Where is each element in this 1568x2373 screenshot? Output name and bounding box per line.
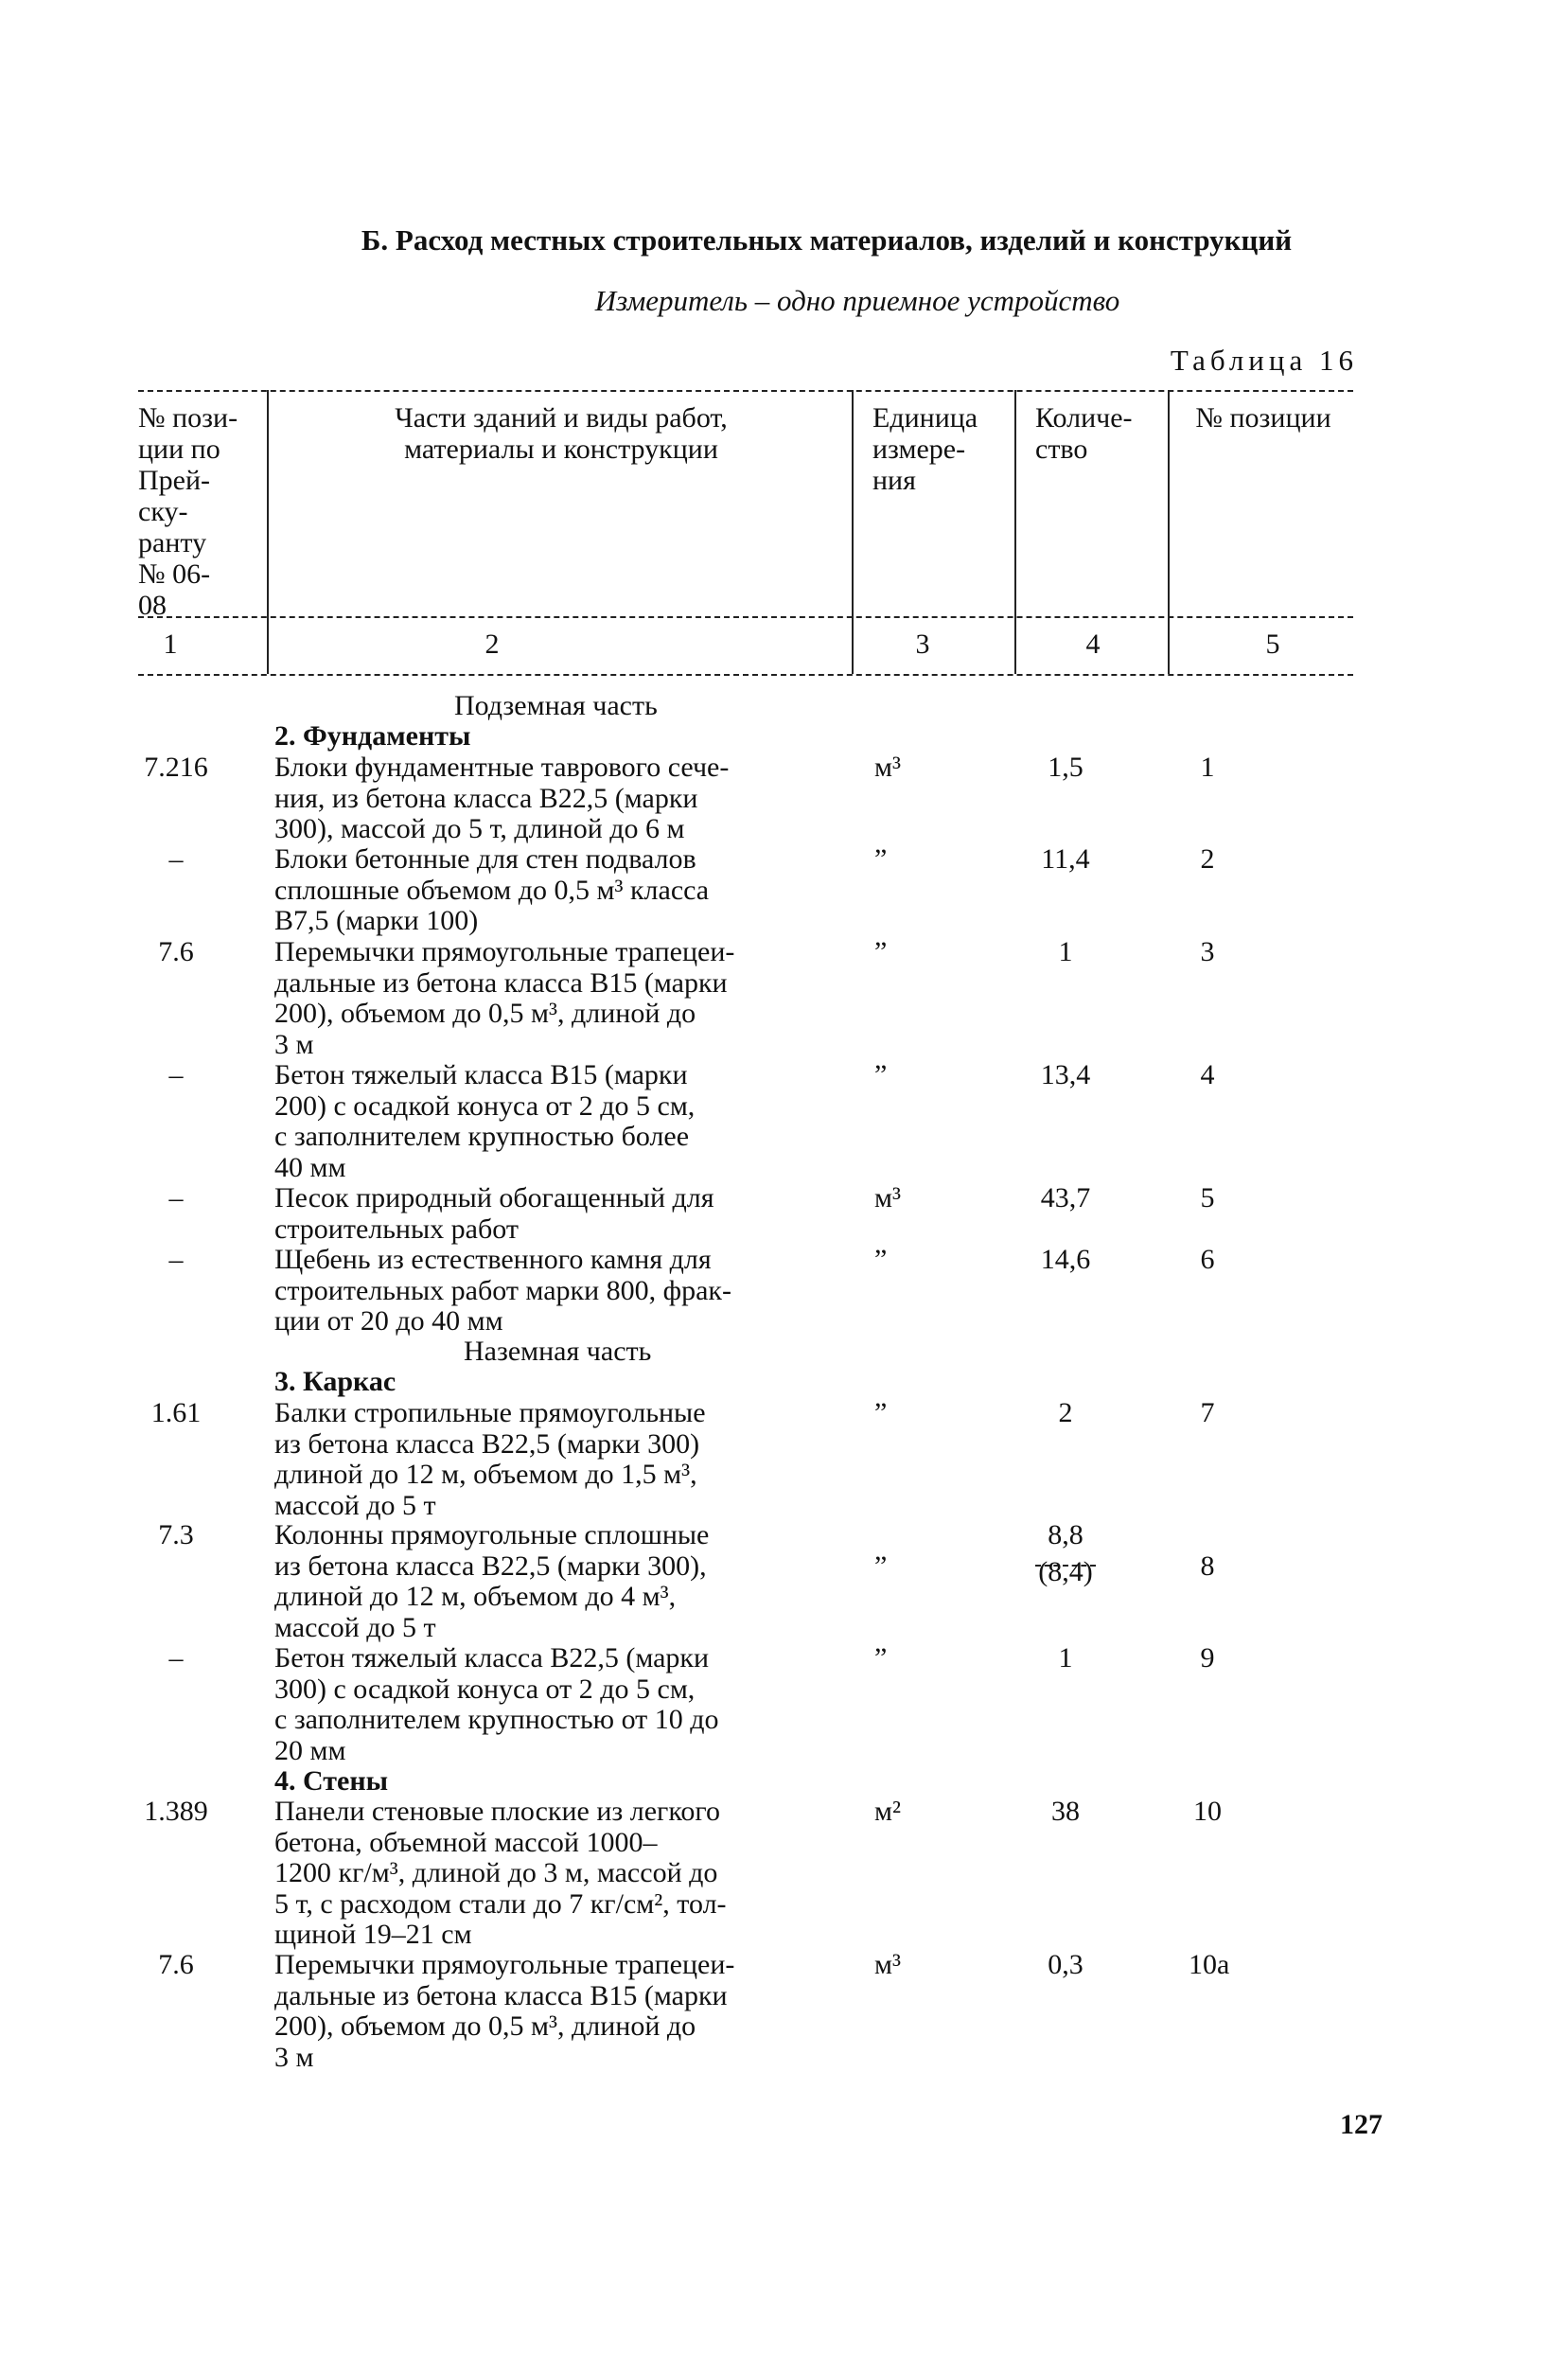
row-description: Щебень из естественного камня для строительных работ марки 800, фрак- ции от 20 до 40 мм — [274, 1244, 731, 1337]
header-position-number: № позиции — [1195, 402, 1331, 434]
header-unit: Единица измере- ния — [872, 402, 978, 496]
row-quantity: 14,6 — [1040, 1244, 1091, 1275]
section-underground: Подземная часть — [454, 690, 658, 721]
row-quantity: 43,7 — [1040, 1182, 1091, 1213]
header-description: Части зданий и виды работ, материалы и конструкции — [395, 402, 728, 465]
row-code: 7.3 — [158, 1519, 194, 1550]
row-code: – — [168, 1244, 184, 1275]
row-quantity: 1 — [1058, 1642, 1073, 1673]
row-code: 1.61 — [150, 1397, 202, 1428]
row-code: – — [168, 1059, 184, 1090]
row-position: 10а — [1189, 1949, 1230, 1980]
row-quantity: 0,3 — [1048, 1949, 1084, 1980]
row-position: 7 — [1200, 1397, 1215, 1428]
quantity-numerator: 8,8 — [1048, 1519, 1084, 1550]
row-description: Блоки фундаментные таврового сече- ния, из бетона класса В22,5 (марки 300), массой до 5 т, длиной до 6 м — [274, 752, 730, 844]
row-position: 10 — [1193, 1796, 1222, 1827]
column-divider-1 — [267, 390, 269, 674]
row-description: Песок природный обогащенный для строительных работ — [274, 1182, 714, 1245]
row-quantity: 38 — [1051, 1796, 1080, 1827]
row-position: 3 — [1200, 936, 1215, 967]
row-description: Перемычки прямоугольные трапецеи- дальные из бетона класса В15 (марки 200), объемом до 0,5 м³, длиной до 3 м — [274, 936, 735, 1060]
row-unit: ” — [874, 1550, 888, 1582]
row-unit: ” — [874, 843, 888, 875]
row-unit: ” — [874, 936, 888, 967]
page-subtitle: Измеритель – одно приемное устройство — [594, 284, 1120, 317]
column-number-3: 3 — [915, 629, 930, 660]
row-description: Колонны прямоугольные сплошные из бетона класса В22,5 (марки 300), длиной до 12 м, объемом до 4 м³, массой до 5 т — [274, 1519, 710, 1643]
header-bottom-rule — [138, 616, 1353, 618]
row-position: 5 — [1200, 1182, 1215, 1213]
page-title: Б. Расход местных строительных материалов, изделий и конструкций — [361, 223, 1293, 257]
row-unit: м³ — [874, 752, 901, 783]
section-aboveground: Наземная часть — [464, 1336, 652, 1367]
row-code: – — [168, 1182, 184, 1213]
row-description: Перемычки прямоугольные трапецеи- дальные из бетона класса В15 (марки 200), объемом до 0,5 м³, длиной до 3 м — [274, 1949, 735, 2073]
row-quantity: 11,4 — [1041, 843, 1090, 875]
column-number-2: 2 — [484, 629, 500, 660]
row-quantity: 2 — [1058, 1397, 1073, 1428]
column-number-rule — [138, 674, 1353, 676]
column-divider-3 — [1014, 390, 1016, 674]
section-walls: 4. Стены — [274, 1765, 389, 1797]
column-divider-2 — [852, 390, 854, 674]
row-unit: ” — [874, 1397, 888, 1428]
row-position: 1 — [1200, 752, 1215, 783]
row-position: 4 — [1200, 1059, 1215, 1090]
row-code: 7.6 — [158, 1949, 194, 1980]
row-description: Бетон тяжелый класса В22,5 (марки 300) с осадкой конуса от 2 до 5 см, с заполнителем крупностью от 10 до 20 мм — [274, 1642, 719, 1766]
row-quantity: 1,5 — [1048, 752, 1084, 783]
row-description: Бетон тяжелый класса В15 (марки 200) с осадкой конуса от 2 до 5 см, с заполнителем крупностью более 40 мм — [274, 1059, 696, 1183]
column-number-5: 5 — [1265, 629, 1280, 660]
row-code: 7.6 — [158, 936, 194, 967]
row-unit: ” — [874, 1059, 888, 1090]
row-code: – — [168, 1642, 184, 1673]
row-unit: ” — [874, 1244, 888, 1275]
row-position: 2 — [1200, 843, 1215, 875]
column-number-4: 4 — [1085, 629, 1101, 660]
table-top-rule — [138, 390, 1353, 392]
row-position: 6 — [1200, 1244, 1215, 1275]
header-quantity: Количе- ство — [1035, 402, 1133, 465]
column-number-1: 1 — [163, 629, 178, 660]
page-number: 127 — [1340, 2109, 1383, 2140]
row-unit: м³ — [874, 1182, 901, 1213]
row-code: 7.216 — [144, 752, 208, 783]
row-unit: м² — [874, 1796, 901, 1827]
row-code: – — [168, 843, 184, 875]
row-description: Балки стропильные прямоугольные из бетона класса В22,5 (марки 300) длиной до 12 м, объемом до 1,5 м³, массой до 5 т — [274, 1397, 706, 1521]
row-unit: ” — [874, 1642, 888, 1673]
header-position-code: № пози- ции по Прей- ску- ранту № 06- 08 — [138, 402, 238, 621]
row-quantity-fraction — [1018, 1520, 1113, 1587]
column-divider-4 — [1168, 390, 1170, 674]
quantity-denominator: (8,4) — [1038, 1555, 1093, 1587]
row-description: Панели стеновые плоские из легкого бетона, объемной массой 1000– 1200 кг/м³, длиной до 3 м, массой до 5 т, с расходом стали до 7 кг/см², тол- щиной 19–21 см — [274, 1796, 727, 1950]
row-code: 1.389 — [144, 1796, 208, 1827]
section-foundations: 2. Фундаменты — [274, 720, 471, 752]
row-position: 8 — [1200, 1550, 1215, 1582]
table-label: Таблица 16 — [1170, 344, 1358, 377]
row-quantity: 13,4 — [1040, 1059, 1091, 1090]
row-position: 9 — [1200, 1642, 1215, 1673]
section-frame: 3. Каркас — [274, 1366, 396, 1397]
row-unit: м³ — [874, 1949, 901, 1980]
row-description: Блоки бетонные для стен подвалов сплошные объемом до 0,5 м³ класса В7,5 (марки 100) — [274, 843, 710, 936]
row-quantity: 1 — [1058, 936, 1073, 967]
